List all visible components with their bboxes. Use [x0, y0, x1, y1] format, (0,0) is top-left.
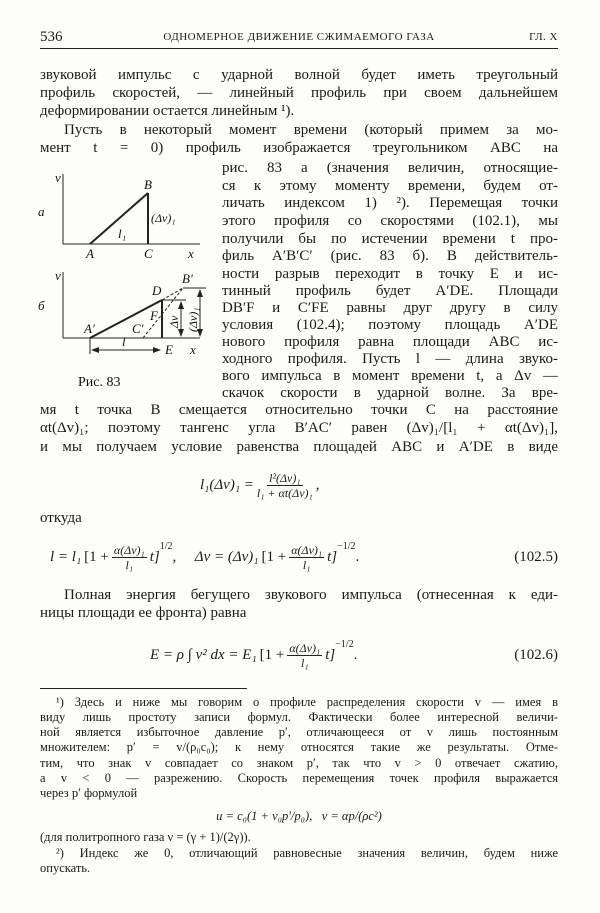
text-line: откуда: [40, 510, 82, 526]
axis-label-v: v: [55, 268, 61, 283]
panel-a-tag: а: [38, 204, 45, 219]
panel-a-diagram: [63, 174, 200, 244]
punctuation: ,: [315, 476, 320, 493]
text-line: вого импульса в момент времени t, а Δv —: [222, 368, 558, 384]
exponent: −1/2: [337, 541, 356, 552]
punctuation: .: [353, 646, 358, 663]
denominator: l₁ + αt(Δv)₁: [256, 485, 313, 500]
exponent: −1/2: [335, 639, 354, 650]
text-line: профиль скоростей, — линейный профиль при своем дальнейшем: [40, 85, 558, 101]
text-line: ся к этому моменту времени, будем от-: [222, 178, 558, 194]
figure-caption: Рис. 83: [78, 375, 121, 390]
footnote-line: виду лишь простоту записи формул. Фактически более интересной величи-: [40, 710, 558, 724]
formula-lhs: l₁(Δv)₁ =: [200, 476, 254, 493]
numerator: l²(Δv)₁: [269, 470, 301, 485]
denominator: l₁: [302, 557, 311, 572]
footnote-line: опускать.: [40, 861, 91, 875]
footnote-line: ной является избыточное давление p′, отличающееся от v лишь постоянным: [40, 725, 558, 739]
point-D: D: [152, 283, 162, 298]
text-line: Полная энергия бегущего звукового импульса (отнесенная к еди-: [64, 587, 558, 603]
exponent: 1/2: [159, 541, 173, 552]
formula-part: [1 +: [259, 646, 285, 663]
text-line: филь A′B′C′ (рис. 83 б). В действитель-: [222, 248, 558, 264]
label-dv1: (Δv)₁: [151, 211, 176, 225]
label-dv1: (Δv)₁: [186, 307, 200, 332]
footnote-line: тим, что знак v совпадает со знаком p′, так что v > 0 отвечает сжатию,: [40, 756, 558, 770]
footnote-formula: u = c₀(1 + ν₀p′/p₀), ν = αp/(ρc²): [216, 809, 382, 823]
point-B-prime: B′: [182, 271, 193, 286]
text-line: DB′F и C′FE равны друг другу в силу: [222, 300, 558, 316]
formula-part: l = l₁: [50, 548, 82, 565]
formula-102-6: [150, 640, 558, 670]
equation-number: (102.6): [514, 646, 558, 663]
label-dv: Δv: [167, 315, 181, 328]
fraction: [289, 543, 324, 572]
numerator: α(Δv)₁: [291, 542, 323, 557]
denominator: l₁: [301, 655, 309, 670]
formula-part: t]: [325, 646, 336, 663]
text-line: Пусть в некоторый момент времени (который примем за мо-: [64, 122, 558, 138]
text-line: нового профиля равна площади ABC ис-: [222, 334, 558, 350]
text-line: деформировании остается линейным ¹).: [40, 103, 295, 119]
fraction: [287, 641, 322, 670]
text-line: αt(Δv)₁; поэтому тангенс угла B′AC′ равен (Δv)₁/[l₁ + αt(Δv)₁],: [40, 420, 558, 436]
formula-area-equality: [200, 470, 319, 500]
formula-part: [1 +: [84, 548, 109, 565]
footnote-line: ²) Индекс же 0, отличающий равновесные значения величин, будем ниже: [56, 846, 558, 860]
formula-part: , Δv = (Δv)₁: [172, 548, 259, 565]
text-line: личать индексом 1) ²). Перемещая точки: [222, 195, 558, 211]
text-line: и мы получаем условие равенства площадей ABC и A′DE в виде: [40, 439, 558, 455]
point-C-prime: C′: [132, 321, 144, 336]
label-l: l: [122, 334, 126, 349]
point-F: F: [150, 308, 158, 323]
footnote-line: ¹) Здесь и ниже мы говорим о профиле распределения скорости v — имея в: [56, 695, 558, 709]
text-line: скачок скорости в ударной волне. За вре-: [222, 385, 558, 401]
point-A-prime: A′: [84, 321, 95, 336]
chapter-label: ГЛ. X: [529, 31, 558, 43]
axis-label-v: v: [55, 170, 61, 185]
footnote-line: через p′ формулой: [40, 786, 138, 800]
numerator: α(Δv)₁: [289, 640, 321, 655]
formula-part: [1 +: [261, 548, 287, 565]
running-header: [40, 28, 558, 49]
footnote-line: множителем: p′ = v/(ρ₀c₀); к нему относятся такие же результаты. Отме-: [40, 740, 558, 754]
figure-83: [0, 160, 212, 395]
text-line: ности разрыв переходит в точку E и ис-: [222, 266, 558, 282]
punctuation: .: [355, 548, 360, 565]
panel-b-tag: б: [38, 298, 45, 313]
equation-number: (102.5): [514, 548, 558, 565]
numerator: α(Δv)₁: [113, 542, 145, 557]
point-B: B: [144, 177, 152, 192]
point-A: A: [86, 246, 94, 261]
page-number: 536: [40, 29, 63, 45]
denominator: l₁: [125, 557, 134, 572]
text-line: мя t точка B смещается относительно точки C на расстояние: [40, 402, 558, 418]
point-C: C: [144, 246, 153, 261]
text-line: мент t = 0) профиль изображается треугольником ABC на: [40, 140, 558, 156]
text-line: получили бы по истечении времени t про-: [222, 231, 558, 247]
formula-part: E = ρ ∫ v² dx = E₁: [150, 646, 257, 663]
formula-part: t]: [149, 548, 160, 565]
label-l1: l₁: [118, 226, 127, 241]
fraction: [112, 543, 147, 572]
formula-102-5: [50, 542, 558, 572]
text-line: рис. 83 а (значения величин, относящие-: [222, 160, 558, 176]
fraction: [257, 471, 313, 500]
text-line: условия (102.4); поэтому площадь A′DE: [222, 317, 558, 333]
text-line: ницы площади ее фронта) равна: [40, 605, 247, 621]
formula-part: t]: [327, 548, 338, 565]
axis-label-x: x: [188, 246, 194, 261]
text-line: этого профиля со скоростями (102.1), мы: [222, 213, 558, 229]
footnote-line: (для политропного газа ν = (γ + 1)/(2γ)).: [40, 830, 251, 844]
axis-label-x: x: [190, 342, 196, 357]
text-line: ходного профиля. Пусть l — длина звуко-: [222, 351, 558, 367]
footnote-line: а v < 0 — разрежению. Скорость перемещения точек профиля выражается: [40, 771, 558, 785]
point-E: E: [165, 342, 173, 357]
text-line: звуковой импульс с ударной волной будет иметь треугольный: [40, 67, 558, 83]
footnote-rule: [40, 688, 247, 689]
running-title: ОДНОМЕРНОЕ ДВИЖЕНИЕ СЖИМАЕМОГО ГАЗА: [163, 31, 435, 43]
text-line: тинный профиль будет A′DE. Площади: [222, 283, 558, 299]
